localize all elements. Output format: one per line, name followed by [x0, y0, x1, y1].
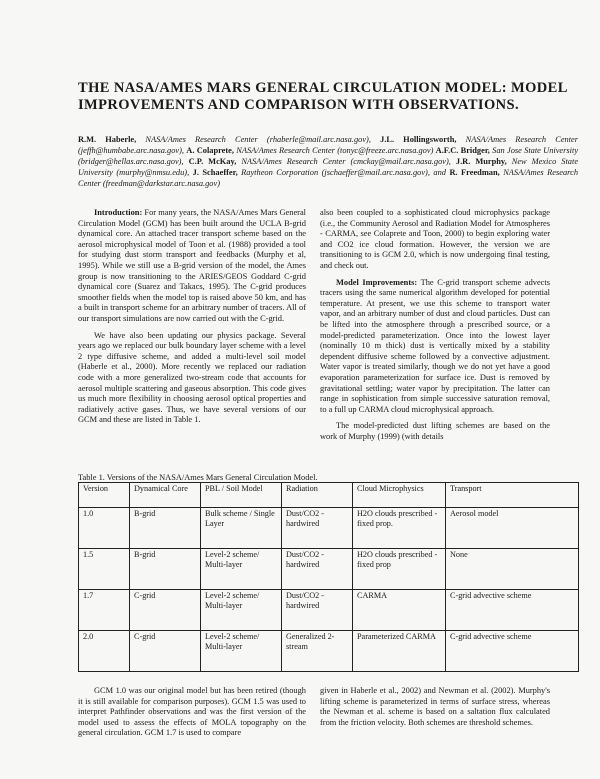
paragraph-text: The model-predicted dust lifting schemes are based on the work of Murphy (1999) (with details — [320, 421, 550, 441]
author-list — [78, 134, 578, 189]
author-name: A. Colaprete, — [186, 146, 234, 155]
left-column — [78, 208, 306, 426]
table-cell: 2.0 — [79, 631, 130, 672]
paragraph — [320, 208, 550, 272]
paragraph-text: also been coupled to a sophisticated cloud microphysics package (i.e., the Community Aerosol and Radiation Model for Atmospheres - CARMA, see Colaprete and Toon, 2000) to begin exploring water and CO2 ice cloud formation. However, the version we are transitioning to is GCM 2.0, which is now undergoing final testing, and check out. — [320, 208, 550, 270]
table-header-cell: Transport — [446, 483, 579, 508]
table-cell: C-grid — [130, 631, 201, 672]
section-heading-introduction: Introduction: — [94, 208, 143, 217]
table-cell: Aerosol model — [446, 508, 579, 549]
table-cell: H2O clouds prescribed - fixed prop — [353, 549, 446, 590]
right-column — [320, 208, 550, 442]
author-name: R. Freedman, — [449, 168, 500, 177]
table-caption: Table 1. Versions of the NASA/Ames Mars General Circulation Model. — [78, 473, 318, 482]
table-header-row — [79, 483, 579, 508]
table-cell: B-grid — [130, 508, 201, 549]
paragraph-text: For many years, the NASA/Ames Mars General Circulation Model (GCM) has been built around the UCLA B-grid dynamical core. An attached tracer transport scheme based on the aerosol microphysical model of Toon et al. (1988) provided a tool for studying dust storm transport and feedbacks (Murphy et al, 1995). While we still use a B-grid version of the model, the Ames group is now transitioning to the ARIES/GEOS Goddard C-grid dynamical core (Suarez and Takacs, 1995). The C-grid produces smoother fields when the model top is raised above 50 km, and has a built in transport scheme for an arbitrary number of tracers. All of our transport simulations are now carried out with the C-grid. — [78, 208, 307, 323]
table-cell: 1.7 — [79, 590, 130, 631]
paper-title: THE NASA/AMES MARS GENERAL CIRCULATION MODEL: MODEL IMPROVEMENTS AND COMPARISON WITH OBSERVATIONS. — [78, 80, 568, 113]
lower-left-column — [78, 686, 306, 739]
table-row — [79, 508, 579, 549]
author-affiliation: NASA/Ames Research Center (rhaberle@mail.arc.nasa.gov), — [145, 135, 371, 144]
table-cell: Level-2 scheme/ Multi-layer — [201, 549, 282, 590]
paragraph-text: We have also been updating our physics package. Several years ago we replaced our bulk boundary layer scheme with a level 2 type diffusive scheme, and added a multi-level soil model (Haberle et al., 2000). More recently we replaced our radiation code with a more generalized two-stream code that accounts for aerosol multiple scattering and gaseous absorption. This code gives us much more flexibility in choosing aerosol optical properties and radiatively active gases. Thus, we have several versions of our GCM and these are listed in Table 1. — [78, 330, 306, 425]
table-cell: C-grid advective scheme — [446, 590, 579, 631]
author-name: J. Schaeffer, — [192, 168, 238, 177]
paragraph-introduction — [78, 208, 306, 325]
author-affiliation: NASA/Ames Research Center (freedman@darkstar.arc.nasa.gov) — [78, 168, 579, 188]
author-name: J.L. Hollingsworth, — [380, 135, 457, 144]
table-cell: C-grid — [130, 590, 201, 631]
table-row — [79, 631, 579, 672]
paragraph — [78, 331, 306, 426]
table-cell: Dust/CO2 - hardwired — [282, 590, 353, 631]
section-heading-model-improvements: Model Improvements: — [336, 277, 418, 287]
table-header-cell: PBL / Soil Model — [201, 483, 282, 508]
table-row — [79, 590, 579, 631]
table-header-cell: Dynamical Core — [130, 483, 201, 508]
table-cell: C-grid advective scheme — [446, 631, 579, 672]
table-header-cell: Radiation — [282, 483, 353, 508]
table-header-cell: Version — [79, 483, 130, 508]
table-header-cell: Cloud Microphysics — [353, 483, 446, 508]
author-affiliation: NASA/Ames Research Center (cmckay@mail.arc.nasa.gov), — [241, 157, 451, 166]
table-cell: Bulk scheme / Single Layer — [201, 508, 282, 549]
paragraph — [320, 421, 550, 442]
table-cell: CARMA — [353, 590, 446, 631]
table-cell: 1.5 — [79, 549, 130, 590]
versions-table — [78, 482, 579, 672]
paragraph: given in Haberle et al., 2002) and Newman et al. (2002). Murphy's lifting scheme is parameterized in terms of surface stress, whereas the Newman et al. scheme is based on a saltation flux calculated from the friction velocity. Both schemes are threshold schemes. — [320, 686, 550, 727]
table-cell: Generalized 2-stream — [282, 631, 353, 672]
table-cell: Parameterized CARMA — [353, 631, 446, 672]
table-cell: Level-2 scheme/ Multi-layer — [201, 590, 282, 631]
table-cell: None — [446, 549, 579, 590]
table-cell: 1.0 — [79, 508, 130, 549]
table-cell: Dust/CO2 - hardwired — [282, 508, 353, 549]
table-row — [79, 549, 579, 590]
lower-right-column — [320, 686, 550, 728]
table-cell: H2O clouds prescribed - fixed prop. — [353, 508, 446, 549]
table-cell: Dust/CO2 - hardwired — [282, 549, 353, 590]
paragraph-text: The C-grid transport scheme advects tracers using the same numerical algorithm developed for potential temperature. At present, we use this scheme to transport water vapor, and an arbitrary number of dust and cloud particles. Dust can be lifted into the atmosphere through a prescribed source, or a model-predicted parameterization. Once into the lowest layer (nominally 10 m thick) dust is vertically mixed by a stability dependent diffusive scheme followed by a convective adjustment. Water vapor is treated similarly, though we do not yet have a good evaporation parameterization for surface ice. Dust is removed by gravitational settling; water vapor by precipitation. The latter can range in sophistication from simple successive saturation removal, to a full up CARMA cloud microphysical approach. — [320, 277, 550, 414]
author-name: J.R. Murphy, — [455, 157, 507, 166]
table-cell: B-grid — [130, 549, 201, 590]
author-name: R.M. Haberle, — [78, 135, 137, 144]
paragraph: GCM 1.0 was our original model but has been retired (though it is still available for comparison purposes). GCM 1.5 was used to interpret Pathfinder observations and was the first version of the model used to assess the effects of MOLA topography on the general circulation. GCM 1.7 is used to compare — [78, 686, 306, 738]
author-affiliation: NASA/Ames Research Center (tonyc@freeze.arc.nasa.gov) — [236, 146, 434, 155]
paragraph-model-improvements — [320, 278, 550, 416]
author-affiliation: NASA/Ames Research Center (jeffh@humbabe.arc.nasa.gov), — [78, 135, 579, 155]
author-affiliation: New Mexico State University (murphy@nmsu.edu), — [78, 157, 579, 177]
author-name: A.F.C. Bridger, — [435, 146, 490, 155]
author-affiliation: Raytheon Corporation (jschaeffer@mail.arc.nasa.gov), and — [241, 168, 446, 177]
table-cell: Level-2 scheme/ Multi-layer — [201, 631, 282, 672]
author-affiliation: San Jose State University (bridger@hellas.arc.nasa.gov), — [78, 146, 579, 166]
author-name: C.P. McKay, — [188, 157, 237, 166]
